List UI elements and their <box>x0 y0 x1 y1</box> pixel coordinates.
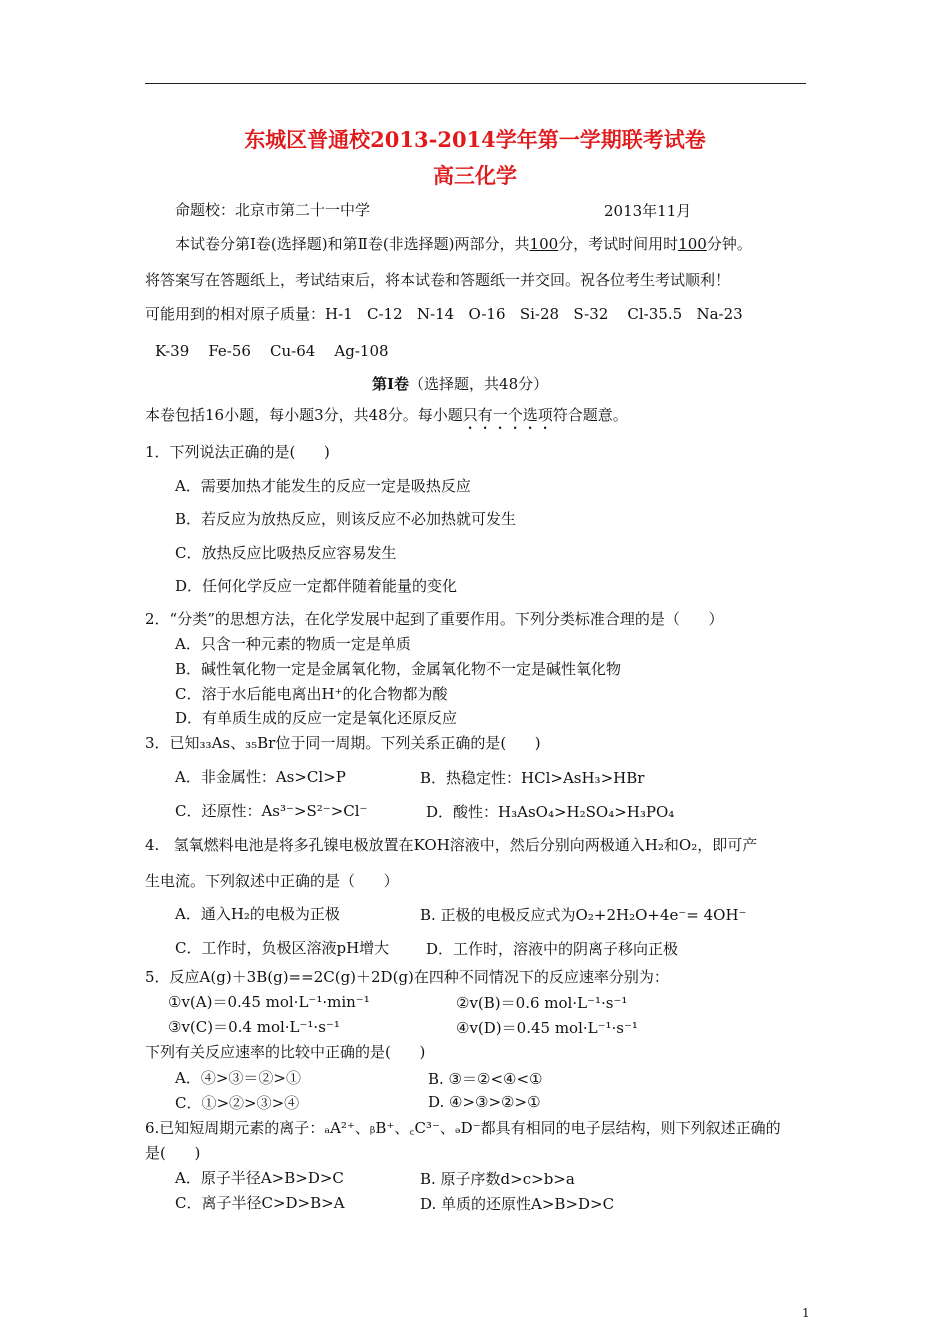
question-5-rate-3: ③v(C)＝0.4 mol·L⁻¹·s⁻¹ <box>168 1018 340 1036</box>
question-2-option-b: B．碱性氧化物一定是金属氧化物，金属氧化物不一定是碱性氧化物 <box>175 660 622 678</box>
question-5-option-a: A．④>③＝②>① <box>175 1069 301 1087</box>
exam-date: 2013年11月 <box>604 202 692 220</box>
section-instructions: 本卷包括16小题，每小题3分，共48分。每小题只有一个选项符合题意。 <box>145 406 628 424</box>
question-4-option-b: B. 正极的电极反应式为O₂+2H₂O+4e⁻= 4OH⁻ <box>420 906 747 924</box>
question-4-option-a: A．通入H₂的电极为正极 <box>175 905 340 923</box>
question-6-option-c: C．离子半径C>D>B>A <box>175 1194 345 1212</box>
question-4-option-d: D．工作时，溶液中的阴离子移向正极 <box>426 940 679 958</box>
question-2-stem: 2．“分类”的思想方法，在化学发展中起到了重要作用。下列分类标准合理的是（ ） <box>145 610 724 628</box>
question-2-option-d: D．有单质生成的反应一定是氧化还原反应 <box>175 709 458 727</box>
question-6-option-a: A．原子半径A>B>D>C <box>175 1169 344 1187</box>
exam-title: 东城区普通校2013-2014学年第一学期联考试卷 <box>244 127 706 152</box>
question-3-stem: 3．已知₃₃As、₃₅Br位于同一周期。下列关系正确的是( ) <box>145 734 541 752</box>
school-label: 命题校：北京市第二十一中学 <box>175 201 371 219</box>
question-6-option-d: D. 单质的还原性A>B>D>C <box>420 1195 615 1213</box>
question-5-option-c: C．①>②>③>④ <box>175 1094 300 1112</box>
school-line <box>175 200 370 220</box>
question-3-option-d: D．酸性：H₃AsO₄>H₂SO₄>H₃PO₄ <box>426 803 675 821</box>
question-1-option-a: A．需要加热才能发生的反应一定是吸热反应 <box>175 477 471 495</box>
question-4-stem: 4. 氢氧燃料电池是将多孔镍电极放置在KOH溶液中，然后分别向两极通入H₂和O₂，即可产 <box>145 836 758 854</box>
header-rule <box>145 83 806 84</box>
question-5-option-b: B. ③＝②<④<① <box>428 1070 543 1088</box>
section-heading: 第Ⅰ卷（选择题，共48分） <box>372 375 549 393</box>
question-4-stem-continued: 生电流。下列叙述中正确的是（ ） <box>145 872 399 890</box>
atomic-mass-line: 可能用到的相对原子质量：H-1 C-12 N-14 O-16 Si-28 S-32 Cl-35.5 Na-23 <box>145 305 743 323</box>
question-5-option-d: D. ④>③>②>① <box>428 1093 541 1111</box>
total-score: 100 <box>529 235 559 253</box>
question-5-rate-4: ④v(D)＝0.45 mol·L⁻¹·s⁻¹ <box>456 1019 638 1037</box>
exam-subtitle: 高三化学 <box>433 163 517 188</box>
question-1-option-d: D．任何化学反应一定都伴随着能量的变化 <box>175 577 458 595</box>
intro-paragraph-2: 将答案写在答题纸上，考试结束后，将本试卷和答题纸一并交回。祝各位考生考试顺利！ <box>145 271 731 289</box>
question-1-option-b: B．若反应为放热反应，则该反应不必加热就可发生 <box>175 510 517 528</box>
question-6-option-b: B. 原子序数d>c>b>a <box>420 1170 575 1188</box>
question-5-stem: 5．反应A(g)＋3B(g)==2C(g)＋2D(g)在四种不同情况下的反应速率分别为： <box>145 968 669 986</box>
question-2-option-c: C．溶于水后能电离出H⁺的化合物都为酸 <box>175 685 448 703</box>
intro-paragraph-1: 本试卷分第Ⅰ卷(选择题)和第Ⅱ卷(非选择题)两部分，共100分，考试时间用时100分钟。 <box>175 235 752 253</box>
question-6-stem: 6.已知短周期元素的离子：ₐA²⁺、ᵦB⁺、꜀C³⁻、ₔD⁻都具有相同的电子层结构，则下列叙述正确的 <box>145 1119 781 1137</box>
question-5-rate-2: ②v(B)＝0.6 mol·L⁻¹·s⁻¹ <box>456 994 628 1012</box>
question-6-stem-continued: 是( ) <box>145 1144 201 1162</box>
question-2-option-a: A．只含一种元素的物质一定是单质 <box>175 635 411 653</box>
question-5-ask: 下列有关反应速率的比较中正确的是( ) <box>145 1043 426 1061</box>
page-number: 1 <box>802 1306 810 1320</box>
atomic-mass-line-2: K-39 Fe-56 Cu-64 Ag-108 <box>155 342 389 360</box>
question-3-option-a: A．非金属性：As>Cl>P <box>175 768 346 786</box>
question-4-option-c: C．工作时，负极区溶液pH增大 <box>175 939 390 957</box>
exam-minutes: 100 <box>678 235 707 253</box>
emphasized-text: 只有一个选项 <box>462 406 553 424</box>
question-3-option-c: C．还原性：As³⁻>S²⁻>Cl⁻ <box>175 802 368 820</box>
question-5-rate-1: ①v(A)＝0.45 mol·L⁻¹·min⁻¹ <box>168 993 370 1011</box>
question-3-option-b: B．热稳定性：HCl>AsH₃>HBr <box>420 769 645 787</box>
question-1-stem: 1．下列说法正确的是( ) <box>145 443 330 461</box>
question-1-option-c: C．放热反应比吸热反应容易发生 <box>175 544 397 562</box>
